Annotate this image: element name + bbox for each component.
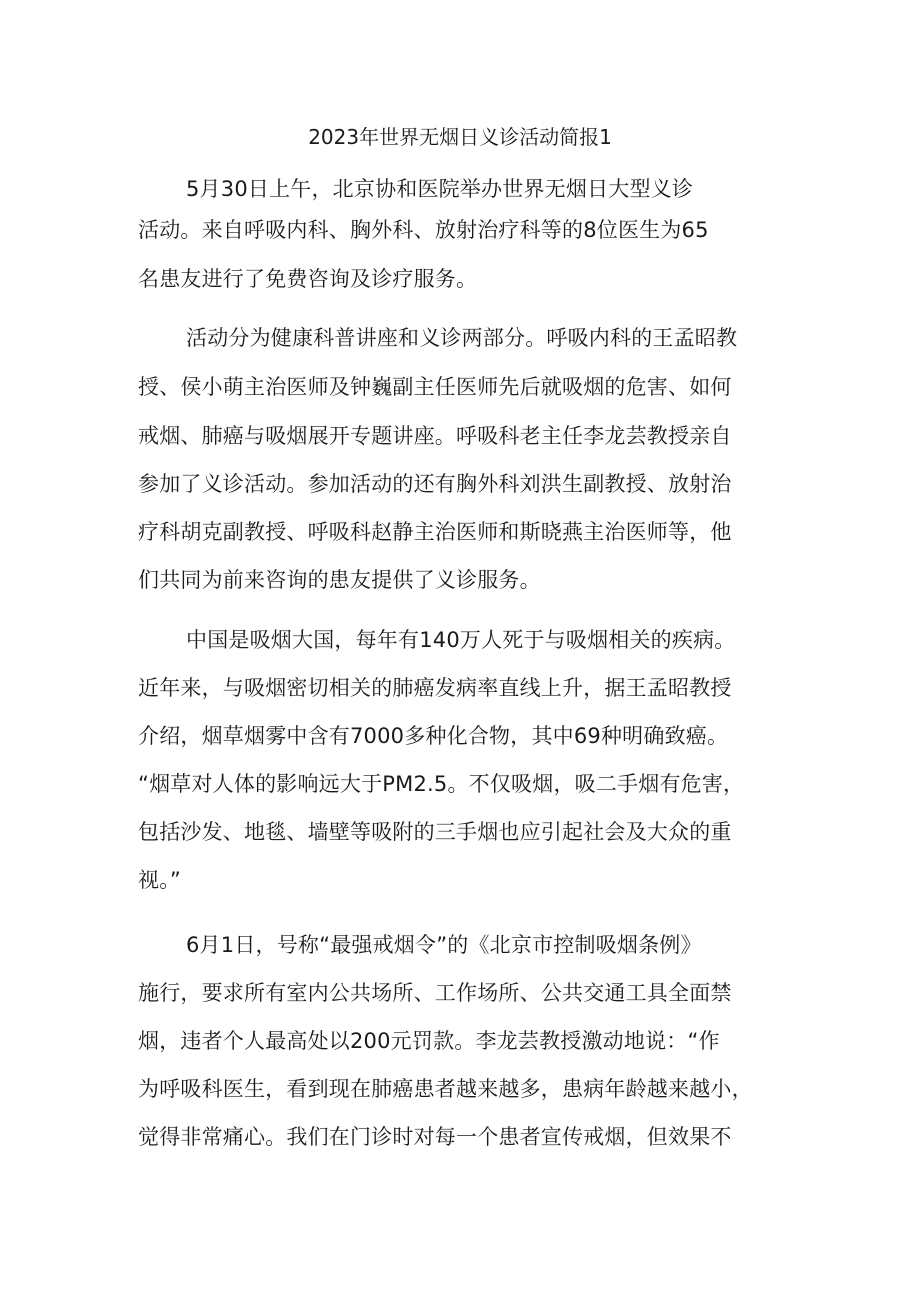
paragraph-line: 烟，违者个人最高处以200元罚款。李龙芸教授激动地说：“作 [138, 1029, 720, 1053]
paragraph-line: 授、侯小萌主治医师及钟巍副主任医师先后就吸烟的危害、如何 [138, 375, 732, 399]
document-title: 2023年世界无烟日义诊活动简报1 [308, 125, 612, 149]
paragraph-line: 近年来，与吸烟密切相关的肺癌发病率直线上升，据王孟昭教授 [138, 676, 732, 700]
paragraph-line: 5月30日上午，北京协和医院举办世界无烟日大型义诊 [186, 177, 694, 201]
paragraph-line: 名患友进行了免费咨询及诊疗服务。 [138, 267, 478, 291]
paragraph-line: 活动分为健康科普讲座和义诊两部分。呼吸内科的王孟昭教 [186, 326, 738, 350]
paragraph-line: 疗科胡克副教授、呼吸科赵静主治医师和斯晓燕主治医师等，他 [138, 520, 732, 544]
paragraph-line: 介绍，烟草烟雾中含有7000多种化合物，其中69种明确致癌。 [138, 724, 729, 748]
paragraph-line: “烟草对人体的影响远大于PM2.5。不仅吸烟，吸二手烟有危害， [138, 772, 745, 796]
paragraph-line: 活动。来自呼吸内科、胸外科、放射治疗科等的8位医生为65 [138, 218, 709, 242]
paragraph-line: 6月1日，号称“最强戒烟令”的《北京市控制吸烟条例》 [186, 933, 702, 957]
paragraph-line: 包括沙发、地毯、墙壁等吸附的三手烟也应引起社会及大众的重 [138, 820, 732, 844]
paragraph-line: 为呼吸科医生，看到现在肺癌患者越来越多，患病年龄越来越小， [138, 1077, 753, 1101]
paragraph-line: 觉得非常痛心。我们在门诊时对每一个患者宣传戒烟，但效果不 [138, 1125, 732, 1149]
paragraph-line: 施行，要求所有室内公共场所、工作场所、公共交通工具全面禁 [138, 981, 732, 1005]
paragraph-line: 戒烟、肺癌与吸烟展开专题讲座。呼吸科老主任李龙芸教授亲自 [138, 424, 732, 448]
paragraph-line: 中国是吸烟大国，每年有140万人死于与吸烟相关的疾病。 [186, 628, 736, 652]
paragraph-line: 参加了义诊活动。参加活动的还有胸外科刘洪生副教授、放射治 [138, 472, 732, 496]
paragraph-line: 视。” [138, 868, 181, 892]
paragraph-line: 们共同为前来咨询的患友提供了义诊服务。 [138, 568, 541, 592]
